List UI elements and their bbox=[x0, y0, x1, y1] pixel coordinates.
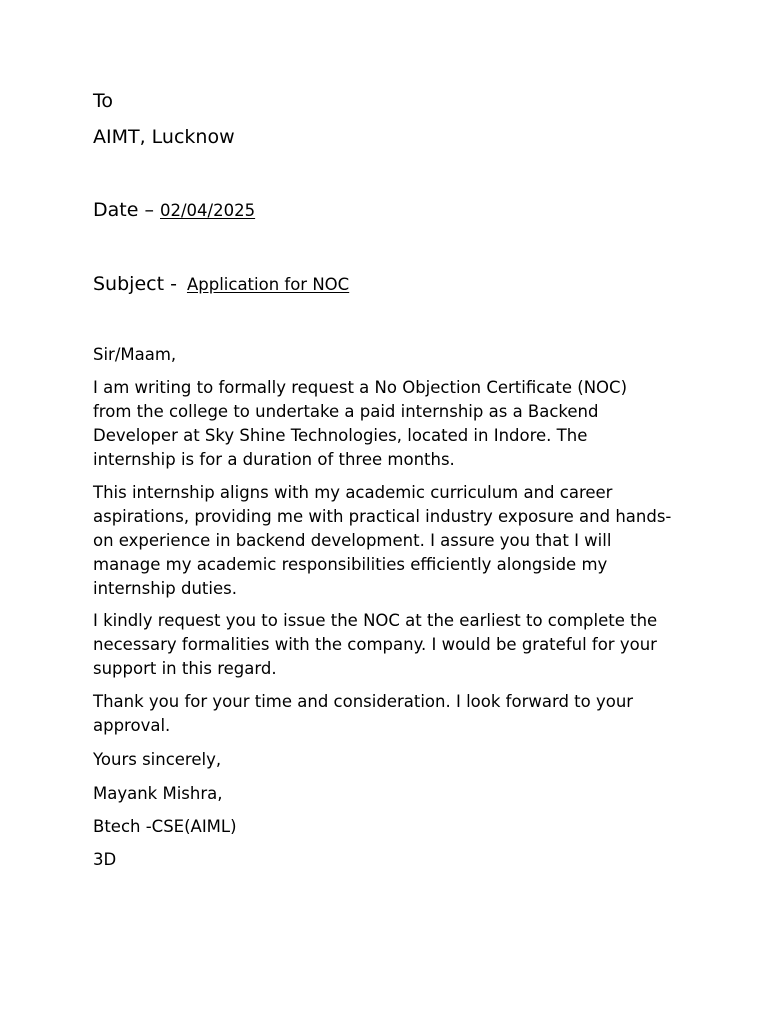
paragraph-line: necessary formalities with the company. I would be grateful for your bbox=[93, 635, 657, 654]
subject-label: Subject - bbox=[93, 273, 183, 295]
sender-course: Btech -CSE(AIML) bbox=[93, 817, 237, 836]
subject-value: Application for NOC bbox=[186, 275, 350, 294]
date-label: Date – bbox=[93, 199, 160, 221]
paragraph-line: Thank you for your time and consideration. I look forward to your bbox=[93, 692, 634, 711]
paragraph-2 bbox=[93, 481, 693, 601]
date-value: 02/04/2025 bbox=[160, 201, 256, 220]
recipient-line: AIMT, Lucknow bbox=[93, 126, 235, 148]
paragraph-line: approval. bbox=[93, 716, 171, 735]
paragraph-3 bbox=[93, 609, 693, 681]
closing-line: Yours sincerely, bbox=[93, 750, 222, 769]
sender-section: 3D bbox=[93, 850, 117, 869]
paragraph-1 bbox=[93, 376, 693, 472]
paragraph-line: manage my academic responsibilities efficiently alongside my bbox=[93, 555, 608, 574]
subject-line bbox=[93, 272, 349, 297]
date-line bbox=[93, 198, 255, 223]
to-label: To bbox=[93, 90, 114, 112]
paragraph-line: on experience in backend development. I assure you that I will bbox=[93, 531, 612, 550]
paragraph-line: internship is for a duration of three months. bbox=[93, 450, 455, 469]
paragraph-line: from the college to undertake a paid internship as a Backend bbox=[93, 402, 599, 421]
paragraph-line: I kindly request you to issue the NOC at the earliest to complete the bbox=[93, 611, 658, 630]
paragraph-line: Developer at Sky Shine Technologies, located in Indore. The bbox=[93, 426, 588, 445]
paragraph-4 bbox=[93, 690, 693, 738]
paragraph-line: internship duties. bbox=[93, 579, 237, 598]
paragraph-line: This internship aligns with my academic curriculum and career bbox=[93, 483, 613, 502]
paragraph-line: aspirations, providing me with practical industry exposure and hands- bbox=[93, 507, 672, 526]
paragraph-line: I am writing to formally request a No Objection Certificate (NOC) bbox=[93, 378, 628, 397]
salutation: Sir/Maam, bbox=[93, 345, 177, 364]
sender-name: Mayank Mishra, bbox=[93, 784, 223, 803]
paragraph-line: support in this regard. bbox=[93, 659, 277, 678]
